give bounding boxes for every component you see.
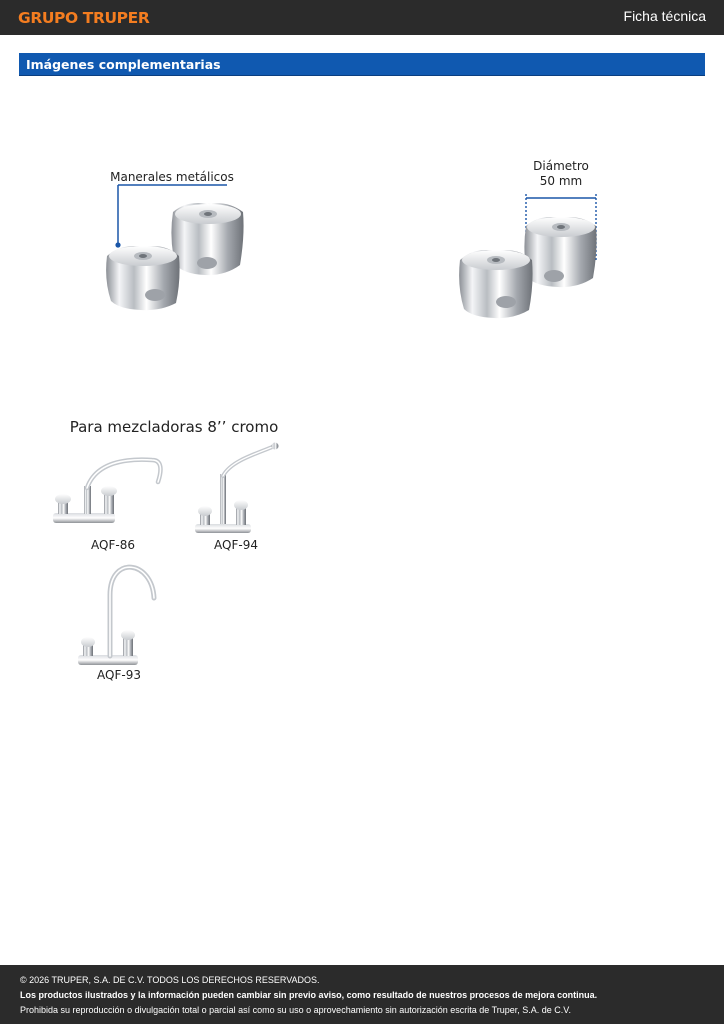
figure-compatible-mixers (40, 410, 290, 690)
model-label-aqf-93: AQF-93 (97, 668, 141, 682)
model-label-aqf-94: AQF-94 (214, 538, 258, 552)
section-header (19, 53, 705, 76)
footer-copyright: © 2026 TRUPER, S.A. DE C.V. TODOS LOS DERECHOS RESERVADOS. (20, 975, 320, 985)
mixer-aqf-86 (53, 460, 160, 523)
figure-metal-handles (95, 160, 265, 320)
footer-notice: Los productos ilustrados y la información pueden cambiar sin previo aviso, como resultado de nuestros procesos de mejora continua. (20, 990, 598, 1000)
compat-title: Para mezcladoras 8’’ cromo (69, 418, 279, 436)
callout-dot (115, 242, 120, 247)
document-type: Ficha técnica (623, 8, 706, 24)
brand-logo: GRUPO TRUPER (18, 9, 150, 27)
section-title: Imágenes complementarias (26, 57, 221, 72)
diameter-knob-front (459, 250, 532, 318)
dimension-label-line1: Diámetro (533, 159, 589, 173)
dimension-label-line2: 50 mm (539, 174, 583, 188)
mixer-aqf-93 (78, 567, 154, 665)
callout-label: Manerales metálicos (110, 170, 234, 184)
handle-knob-back (171, 203, 243, 275)
figure-diameter (450, 150, 620, 325)
mixer-aqf-94 (195, 443, 279, 534)
model-label-aqf-86: AQF-86 (91, 538, 135, 552)
handle-knob-front (106, 246, 179, 310)
footer-legal: Prohibida su reproducción o divulgación total o parcial así como su uso o aprovechamiento sin autorización escrita de Truper, S.A. de C.V. (20, 1005, 571, 1015)
top-bar (0, 0, 724, 35)
footer (0, 965, 724, 1024)
diameter-knob-back (524, 217, 596, 287)
